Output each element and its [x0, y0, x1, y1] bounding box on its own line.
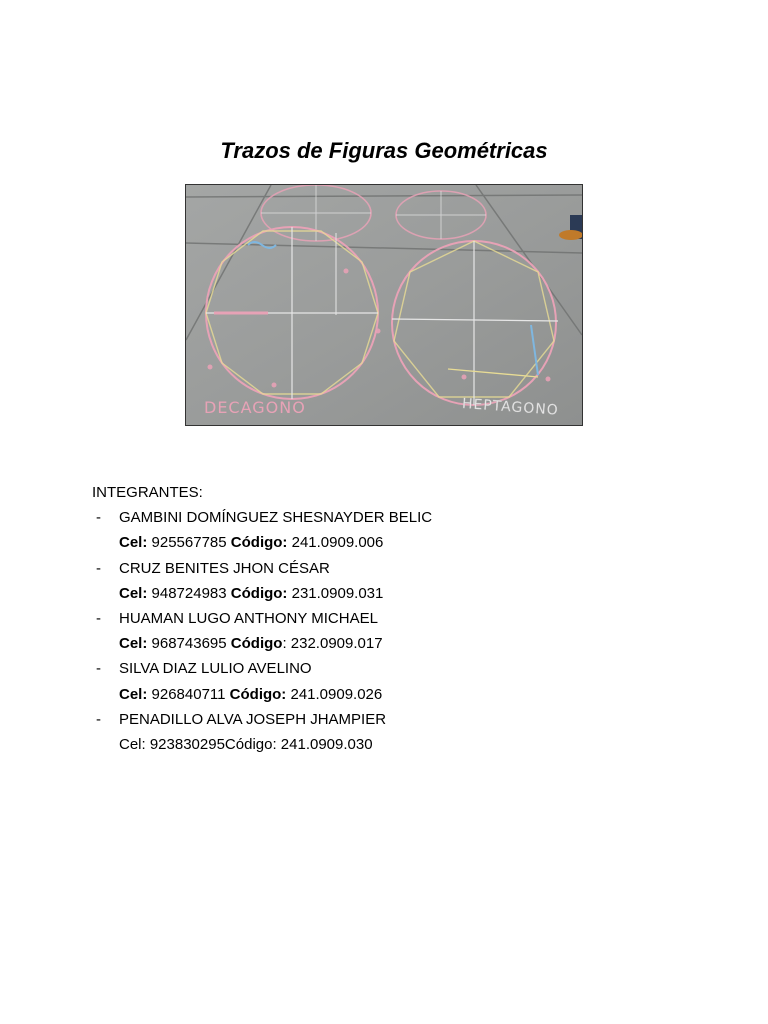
member-name-row — [92, 556, 692, 581]
code-label: Código: — [230, 534, 288, 552]
cel-value: 926840711 — [151, 685, 226, 703]
cel-label: Cel: — [119, 584, 148, 602]
code-label: Código: — [229, 685, 287, 703]
code-value: 232.0909.017 — [290, 635, 383, 653]
list-dash: - — [96, 710, 101, 728]
page-title: Trazos de Figuras Geométricas — [220, 138, 548, 163]
cel-label: Cel: — [119, 685, 148, 703]
list-dash: - — [96, 610, 101, 628]
cel-label: Cel: — [119, 635, 148, 653]
member-contact-row — [92, 581, 692, 606]
members-heading: INTEGRANTES: — [92, 484, 203, 501]
decagono-label: DECAGONO — [204, 398, 306, 417]
cel-value: 968743695 — [151, 635, 227, 653]
member-name-row — [92, 656, 692, 681]
members-section — [92, 480, 692, 757]
member-contact-plain: Cel: 923830295Código: 241.0909.030 — [119, 736, 373, 754]
member-contact-row — [92, 530, 692, 555]
code-label: Código — [230, 635, 283, 653]
member-contact-row — [92, 682, 692, 707]
member-name: GAMBINI DOMÍNGUEZ SHESNAYDER BELIC — [119, 509, 433, 527]
code-value: 231.0909.031 — [291, 584, 384, 602]
member-name-row — [92, 606, 692, 631]
list-dash: - — [96, 660, 101, 678]
member-name: HUAMAN LUGO ANTHONY MICHAEL — [119, 610, 378, 628]
member-name: CRUZ BENITES JHON CÉSAR — [119, 559, 330, 577]
list-dash: - — [96, 509, 101, 527]
member-name: SILVA DIAZ LULIO AVELINO — [119, 660, 312, 678]
cel-value: 925567785 — [151, 534, 227, 552]
heptagono-label: HEPTAGONO — [461, 395, 560, 419]
code-value: 241.0909.026 — [290, 685, 383, 703]
code-separator: : — [282, 635, 287, 653]
member-name-row — [92, 505, 692, 530]
chalk-photo-illustration — [186, 185, 582, 425]
cel-value: 948724983 — [151, 584, 227, 602]
member-contact-row — [92, 631, 692, 656]
code-label: Código: — [230, 584, 288, 602]
member-name: PENADILLO ALVA JOSEPH JHAMPIER — [119, 710, 387, 728]
member-name-row — [92, 707, 692, 732]
member-contact-row — [92, 732, 692, 757]
code-value: 241.0909.006 — [291, 534, 384, 552]
list-dash: - — [96, 559, 101, 577]
cel-label: Cel: — [119, 534, 148, 552]
chalk-drawings-photo — [185, 184, 583, 426]
